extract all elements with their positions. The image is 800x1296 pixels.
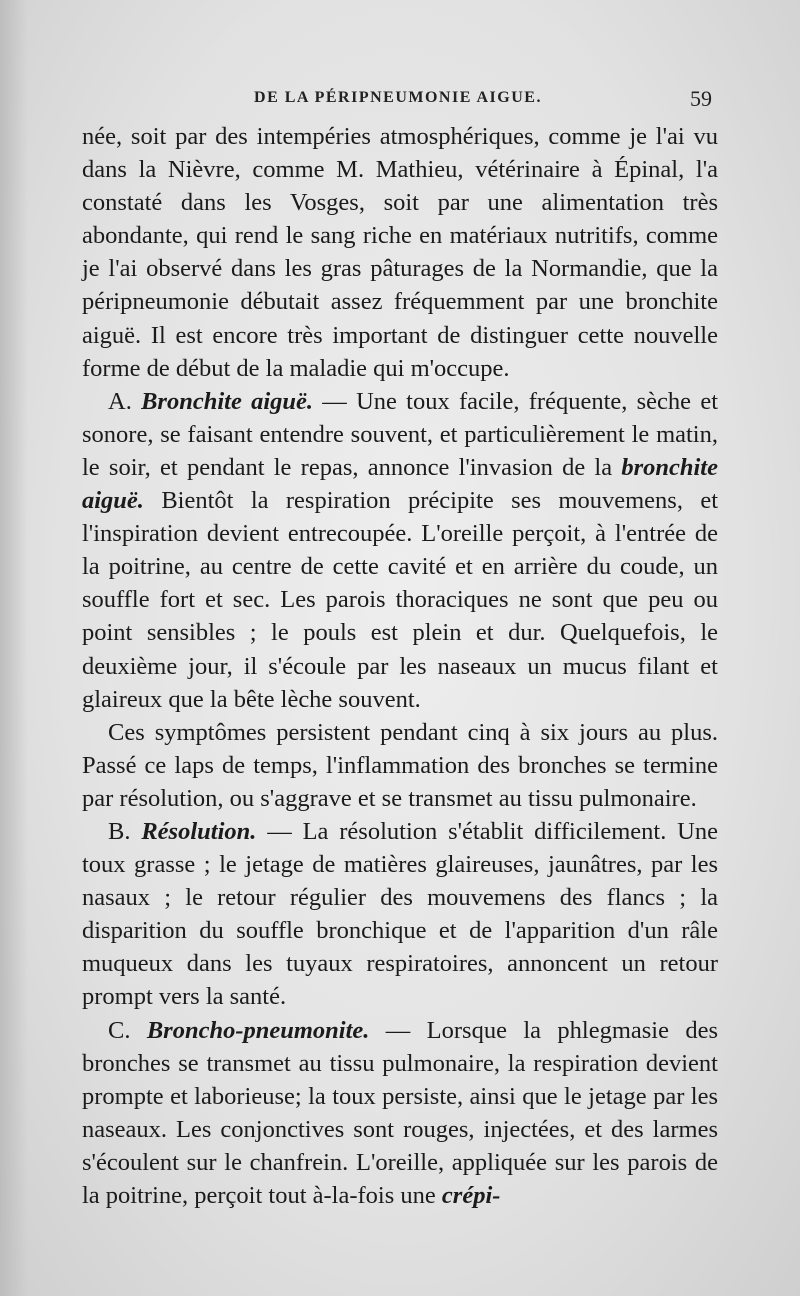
- running-head: DE LA PÉRIPNEUMONIE AIGUE.: [254, 89, 542, 106]
- section-label: A.: [108, 387, 132, 415]
- paragraph-bronchite: [82, 385, 718, 716]
- paragraph-text: — La résolution s'établit difficilement. Une toux grasse ; le jetage de matières glaireuses, jaunâtres, par les nasaux ; le retour régulier des mouvemens des flancs ; la disparition du souffle bronchique et de l'apparition d'un râle muqueux dans les tuyaux respiratoires, annoncent un retour prompt vers la santé.: [82, 817, 719, 1011]
- body-text: [82, 120, 718, 1212]
- paragraph-resolution: [82, 815, 718, 1014]
- italic-term: crépi-: [441, 1182, 501, 1209]
- section-title: Résolution.: [141, 817, 257, 845]
- italic-term: bronchite aiguë.: [82, 453, 718, 515]
- gutter-shadow: [0, 0, 28, 1296]
- paragraph-text: — Lorsque la phlegmasie des bronches se transmet au tissu pulmonaire, la respiration devient prompte et laborieuse; la toux persiste, ainsi que le jetage par les naseaux. Les conjonctives sont rouges, injectées, et des larmes s'écoulent sur le chanfrein. L'oreille, appliquée sur les parois de la poitrine, perçoit tout à-la-fois une: [82, 1016, 719, 1209]
- paragraph-text: — Une toux facile, fréquente, sèche et sonore, se faisant entendre souvent, et particulièrement le matin, le soir, et pendant le repas, annonce l'invasion de la: [82, 387, 718, 481]
- paragraph-broncho-pneumonite: [82, 1014, 718, 1213]
- section-title: Broncho-pneumonite.: [146, 1016, 370, 1044]
- paragraph-continuation: née, soit par des intempéries atmosphériques, comme je l'ai vu dans la Nièvre, comme M. Mathieu, vétérinaire à Épinal, l'a constaté dans les Vosges, soit par une alimentation très abondante, qui rend le sang riche en matériaux nutritifs, comme je l'ai observé dans les gras pâturages de la Normandie, que la péripneumonie débutait assez fréquemment par une bronchite aiguë. Il est encore très important de distinguer cette nouvelle forme de début de la maladie qui m'occupe.: [82, 123, 718, 382]
- section-title: Bronchite aiguë.: [141, 387, 314, 415]
- paragraph-text: Bientôt la respiration précipite ses mouvemens, et l'inspiration devient entrecoupée. L'oreille perçoit, à l'entrée de la poitrine, au centre de cette cavité et en arrière du coude, un souffle fort et sec. Les parois thoraciques ne sont que peu ou point sensibles ; le pouls est plein et dur. Quelquefois, le deuxième jour, il s'écoule par les naseaux un mucus filant et glaireux que la bête lèche souvent.: [82, 487, 718, 713]
- page-number: 59: [690, 86, 712, 111]
- section-label: B.: [108, 817, 131, 845]
- paragraph-symptoms: Ces symptômes persistent pendant cinq à six jours au plus. Passé ce laps de temps, l'inflammation des bronches se termine par résolution, ou s'aggrave et se transmet au tissu pulmonaire.: [82, 718, 718, 812]
- section-label: C.: [108, 1016, 131, 1044]
- page-header: [80, 86, 716, 114]
